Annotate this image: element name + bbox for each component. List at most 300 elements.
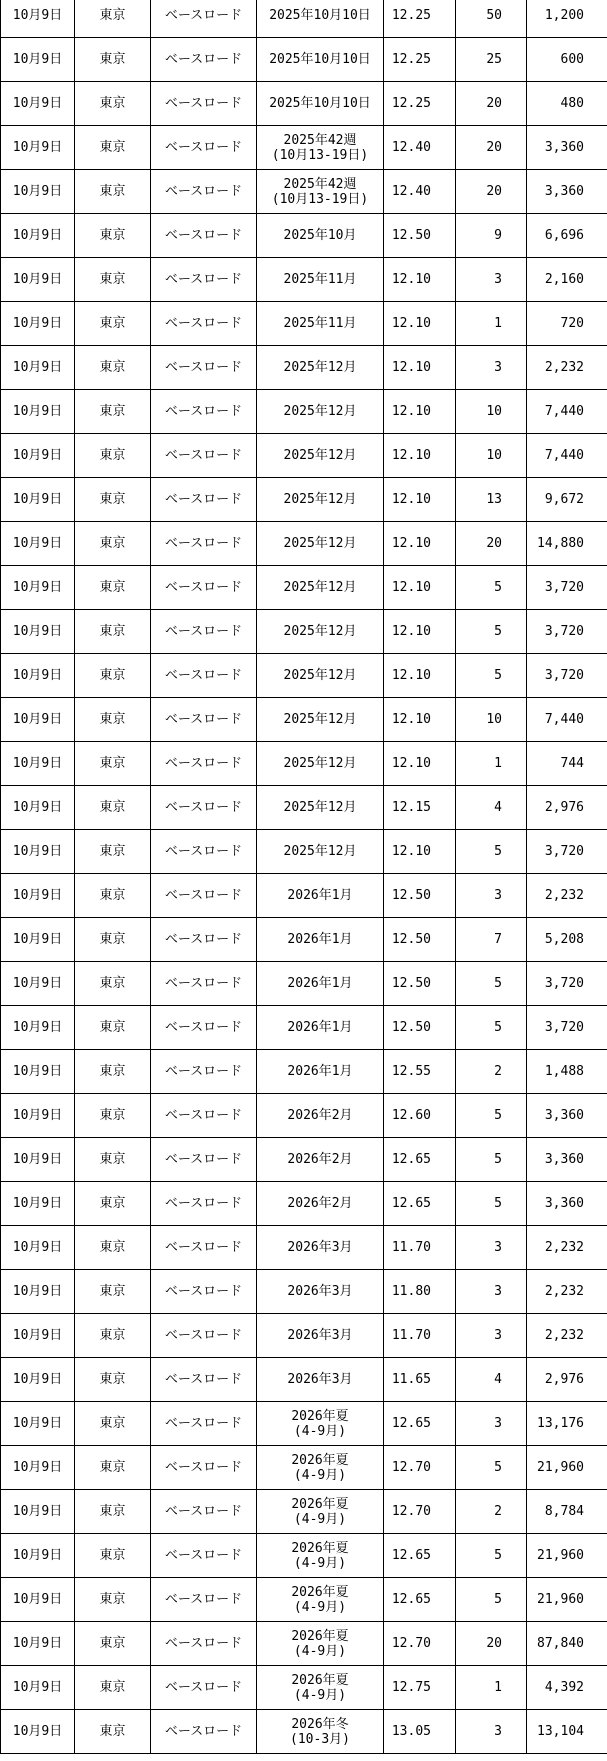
quantity-cell: 3	[456, 1270, 527, 1314]
product-type-cell: ベースロード	[151, 1578, 257, 1622]
amount-cell: 13,176	[527, 1402, 607, 1446]
product-type-cell: ベースロード	[151, 1226, 257, 1270]
quantity-cell: 5	[456, 1534, 527, 1578]
delivery-period-cell: 2026年1月	[257, 1050, 384, 1094]
delivery-period-cell: 2025年11月	[257, 302, 384, 346]
delivery-period-cell: 2025年12月	[257, 610, 384, 654]
area-cell: 東京	[75, 434, 151, 478]
amount-cell: 1,200	[527, 0, 607, 38]
amount-cell: 744	[527, 742, 607, 786]
product-type-cell: ベースロード	[151, 610, 257, 654]
table-row	[1, 1446, 607, 1490]
delivery-period-cell: 2025年12月	[257, 742, 384, 786]
area-cell: 東京	[75, 742, 151, 786]
table-row	[1, 1666, 607, 1710]
amount-cell: 1,488	[527, 1050, 607, 1094]
trade-date-cell: 10月9日	[1, 1314, 75, 1358]
amount-cell: 2,232	[527, 346, 607, 390]
quantity-cell: 5	[456, 1138, 527, 1182]
quantity-cell: 1	[456, 742, 527, 786]
product-type-cell: ベースロード	[151, 302, 257, 346]
quantity-cell: 5	[456, 1094, 527, 1138]
price-cell: 12.10	[384, 830, 456, 874]
product-type-cell: ベースロード	[151, 1490, 257, 1534]
area-cell: 東京	[75, 1314, 151, 1358]
quantity-cell: 3	[456, 874, 527, 918]
price-cell: 12.40	[384, 170, 456, 214]
area-cell: 東京	[75, 1710, 151, 1754]
quantity-cell: 5	[456, 1446, 527, 1490]
product-type-cell: ベースロード	[151, 1270, 257, 1314]
area-cell: 東京	[75, 1226, 151, 1270]
trade-date-cell: 10月9日	[1, 1534, 75, 1578]
delivery-period-cell: 2026年3月	[257, 1270, 384, 1314]
price-cell: 12.65	[384, 1534, 456, 1578]
amount-cell: 720	[527, 302, 607, 346]
area-cell: 東京	[75, 1358, 151, 1402]
trade-date-cell: 10月9日	[1, 38, 75, 82]
delivery-period-cell: 2025年10月	[257, 214, 384, 258]
amount-cell: 3,720	[527, 962, 607, 1006]
amount-cell: 3,720	[527, 566, 607, 610]
delivery-period-cell: 2026年夏 (4-9月)	[257, 1666, 384, 1710]
amount-cell: 9,672	[527, 478, 607, 522]
table-row	[1, 38, 607, 82]
price-cell: 12.40	[384, 126, 456, 170]
quantity-cell: 20	[456, 522, 527, 566]
area-cell: 東京	[75, 1666, 151, 1710]
delivery-period-cell: 2025年12月	[257, 434, 384, 478]
table-row	[1, 1314, 607, 1358]
trade-date-cell: 10月9日	[1, 1182, 75, 1226]
table-row	[1, 214, 607, 258]
product-type-cell: ベースロード	[151, 1622, 257, 1666]
product-type-cell: ベースロード	[151, 346, 257, 390]
trade-date-cell: 10月9日	[1, 1666, 75, 1710]
product-type-cell: ベースロード	[151, 654, 257, 698]
area-cell: 東京	[75, 302, 151, 346]
price-cell: 12.10	[384, 566, 456, 610]
price-cell: 12.75	[384, 1666, 456, 1710]
price-cell: 12.50	[384, 874, 456, 918]
quantity-cell: 20	[456, 170, 527, 214]
delivery-period-cell: 2026年3月	[257, 1358, 384, 1402]
price-cell: 12.70	[384, 1622, 456, 1666]
amount-cell: 8,784	[527, 1490, 607, 1534]
price-cell: 12.10	[384, 742, 456, 786]
amount-cell: 21,960	[527, 1446, 607, 1490]
table-row	[1, 830, 607, 874]
area-cell: 東京	[75, 610, 151, 654]
table-row	[1, 170, 607, 214]
product-type-cell: ベースロード	[151, 390, 257, 434]
delivery-period-cell: 2026年2月	[257, 1094, 384, 1138]
product-type-cell: ベースロード	[151, 1534, 257, 1578]
table-row	[1, 874, 607, 918]
trade-date-cell: 10月9日	[1, 390, 75, 434]
quantity-cell: 3	[456, 346, 527, 390]
price-cell: 12.25	[384, 38, 456, 82]
amount-cell: 7,440	[527, 434, 607, 478]
trade-date-cell: 10月9日	[1, 1358, 75, 1402]
table-row	[1, 434, 607, 478]
quantity-cell: 20	[456, 1622, 527, 1666]
table-row	[1, 0, 607, 38]
trade-date-cell: 10月9日	[1, 786, 75, 830]
trade-date-cell: 10月9日	[1, 1006, 75, 1050]
product-type-cell: ベースロード	[151, 1182, 257, 1226]
amount-cell: 4,392	[527, 1666, 607, 1710]
amount-cell: 2,232	[527, 874, 607, 918]
product-type-cell: ベースロード	[151, 786, 257, 830]
area-cell: 東京	[75, 786, 151, 830]
delivery-period-cell: 2025年12月	[257, 830, 384, 874]
quantity-cell: 5	[456, 1578, 527, 1622]
delivery-period-cell: 2026年2月	[257, 1182, 384, 1226]
trade-date-cell: 10月9日	[1, 170, 75, 214]
quantity-cell: 2	[456, 1050, 527, 1094]
price-cell: 13.05	[384, 1710, 456, 1754]
quantity-cell: 4	[456, 786, 527, 830]
area-cell: 東京	[75, 1578, 151, 1622]
product-type-cell: ベースロード	[151, 1358, 257, 1402]
area-cell: 東京	[75, 478, 151, 522]
price-cell: 12.10	[384, 302, 456, 346]
delivery-period-cell: 2026年夏 (4-9月)	[257, 1578, 384, 1622]
delivery-period-cell: 2025年12月	[257, 566, 384, 610]
quantity-cell: 5	[456, 654, 527, 698]
trade-date-cell: 10月9日	[1, 126, 75, 170]
price-cell: 12.65	[384, 1182, 456, 1226]
table-row	[1, 962, 607, 1006]
area-cell: 東京	[75, 0, 151, 38]
product-type-cell: ベースロード	[151, 1666, 257, 1710]
price-cell: 12.50	[384, 1006, 456, 1050]
table-row	[1, 478, 607, 522]
product-type-cell: ベースロード	[151, 38, 257, 82]
amount-cell: 3,720	[527, 1006, 607, 1050]
delivery-period-cell: 2025年12月	[257, 478, 384, 522]
trade-date-cell: 10月9日	[1, 1094, 75, 1138]
quantity-cell: 10	[456, 434, 527, 478]
trade-date-cell: 10月9日	[1, 1710, 75, 1754]
quantity-cell: 5	[456, 962, 527, 1006]
product-type-cell: ベースロード	[151, 82, 257, 126]
area-cell: 東京	[75, 82, 151, 126]
price-cell: 12.10	[384, 522, 456, 566]
table-row	[1, 742, 607, 786]
area-cell: 東京	[75, 1050, 151, 1094]
trade-date-cell: 10月9日	[1, 346, 75, 390]
price-cell: 12.50	[384, 918, 456, 962]
delivery-period-cell: 2026年2月	[257, 1138, 384, 1182]
table-row	[1, 1006, 607, 1050]
amount-cell: 6,696	[527, 214, 607, 258]
quantity-cell: 25	[456, 38, 527, 82]
price-cell: 12.10	[384, 478, 456, 522]
product-type-cell: ベースロード	[151, 1006, 257, 1050]
table-row	[1, 1622, 607, 1666]
price-cell: 12.15	[384, 786, 456, 830]
delivery-period-cell: 2025年12月	[257, 786, 384, 830]
product-type-cell: ベースロード	[151, 1710, 257, 1754]
area-cell: 東京	[75, 1182, 151, 1226]
product-type-cell: ベースロード	[151, 1138, 257, 1182]
amount-cell: 87,840	[527, 1622, 607, 1666]
table-row	[1, 610, 607, 654]
price-cell: 12.10	[384, 434, 456, 478]
quantity-cell: 3	[456, 1402, 527, 1446]
area-cell: 東京	[75, 126, 151, 170]
delivery-period-cell: 2026年夏 (4-9月)	[257, 1446, 384, 1490]
delivery-period-cell: 2025年12月	[257, 698, 384, 742]
quantity-cell: 10	[456, 390, 527, 434]
area-cell: 東京	[75, 214, 151, 258]
table-row	[1, 1534, 607, 1578]
area-cell: 東京	[75, 918, 151, 962]
trade-date-cell: 10月9日	[1, 918, 75, 962]
area-cell: 東京	[75, 1446, 151, 1490]
product-type-cell: ベースロード	[151, 918, 257, 962]
trade-date-cell: 10月9日	[1, 1226, 75, 1270]
trade-date-cell: 10月9日	[1, 478, 75, 522]
trade-date-cell: 10月9日	[1, 874, 75, 918]
table-row	[1, 918, 607, 962]
table-row	[1, 1710, 607, 1754]
area-cell: 東京	[75, 390, 151, 434]
trade-date-cell: 10月9日	[1, 1622, 75, 1666]
quantity-cell: 5	[456, 610, 527, 654]
price-cell: 12.65	[384, 1402, 456, 1446]
product-type-cell: ベースロード	[151, 1314, 257, 1358]
amount-cell: 3,720	[527, 830, 607, 874]
trade-table-body	[1, 0, 607, 1754]
table-row	[1, 698, 607, 742]
table-row	[1, 1578, 607, 1622]
trade-date-cell: 10月9日	[1, 302, 75, 346]
quantity-cell: 5	[456, 830, 527, 874]
delivery-period-cell: 2026年夏 (4-9月)	[257, 1490, 384, 1534]
area-cell: 東京	[75, 1534, 151, 1578]
delivery-period-cell: 2025年42週 (10月13-19日)	[257, 126, 384, 170]
trade-date-cell: 10月9日	[1, 0, 75, 38]
area-cell: 東京	[75, 1094, 151, 1138]
price-cell: 11.70	[384, 1314, 456, 1358]
quantity-cell: 1	[456, 302, 527, 346]
delivery-period-cell: 2026年1月	[257, 918, 384, 962]
price-cell: 12.50	[384, 214, 456, 258]
trade-date-cell: 10月9日	[1, 522, 75, 566]
trade-date-cell: 10月9日	[1, 742, 75, 786]
product-type-cell: ベースロード	[151, 522, 257, 566]
trade-date-cell: 10月9日	[1, 1402, 75, 1446]
area-cell: 東京	[75, 1138, 151, 1182]
trade-date-cell: 10月9日	[1, 1138, 75, 1182]
trade-date-cell: 10月9日	[1, 82, 75, 126]
amount-cell: 5,208	[527, 918, 607, 962]
table-row	[1, 522, 607, 566]
amount-cell: 21,960	[527, 1578, 607, 1622]
price-cell: 12.10	[384, 654, 456, 698]
quantity-cell: 3	[456, 258, 527, 302]
amount-cell: 2,976	[527, 1358, 607, 1402]
amount-cell: 480	[527, 82, 607, 126]
amount-cell: 2,976	[527, 786, 607, 830]
price-cell: 12.50	[384, 962, 456, 1006]
delivery-period-cell: 2026年夏 (4-9月)	[257, 1534, 384, 1578]
table-row	[1, 1226, 607, 1270]
product-type-cell: ベースロード	[151, 126, 257, 170]
amount-cell: 7,440	[527, 698, 607, 742]
quantity-cell: 10	[456, 698, 527, 742]
price-cell: 11.70	[384, 1226, 456, 1270]
trade-date-cell: 10月9日	[1, 698, 75, 742]
product-type-cell: ベースロード	[151, 258, 257, 302]
price-cell: 12.70	[384, 1446, 456, 1490]
trade-date-cell: 10月9日	[1, 214, 75, 258]
table-row	[1, 1138, 607, 1182]
table-row	[1, 346, 607, 390]
amount-cell: 3,360	[527, 1138, 607, 1182]
price-cell: 12.65	[384, 1578, 456, 1622]
quantity-cell: 2	[456, 1490, 527, 1534]
area-cell: 東京	[75, 1622, 151, 1666]
delivery-period-cell: 2025年10月10日	[257, 38, 384, 82]
table-row	[1, 126, 607, 170]
quantity-cell: 5	[456, 566, 527, 610]
amount-cell: 2,232	[527, 1314, 607, 1358]
product-type-cell: ベースロード	[151, 170, 257, 214]
trade-date-cell: 10月9日	[1, 1446, 75, 1490]
delivery-period-cell: 2025年10月10日	[257, 82, 384, 126]
quantity-cell: 13	[456, 478, 527, 522]
product-type-cell: ベースロード	[151, 962, 257, 1006]
amount-cell: 3,360	[527, 126, 607, 170]
table-row	[1, 82, 607, 126]
table-row	[1, 1270, 607, 1314]
table-row	[1, 786, 607, 830]
delivery-period-cell: 2026年1月	[257, 1006, 384, 1050]
trade-date-cell: 10月9日	[1, 434, 75, 478]
amount-cell: 3,360	[527, 1182, 607, 1226]
area-cell: 東京	[75, 698, 151, 742]
amount-cell: 600	[527, 38, 607, 82]
area-cell: 東京	[75, 654, 151, 698]
table-row	[1, 566, 607, 610]
area-cell: 東京	[75, 346, 151, 390]
product-type-cell: ベースロード	[151, 1446, 257, 1490]
delivery-period-cell: 2025年11月	[257, 258, 384, 302]
area-cell: 東京	[75, 170, 151, 214]
price-cell: 12.25	[384, 0, 456, 38]
delivery-period-cell: 2025年12月	[257, 390, 384, 434]
trade-date-cell: 10月9日	[1, 258, 75, 302]
amount-cell: 3,360	[527, 170, 607, 214]
trade-date-cell: 10月9日	[1, 1050, 75, 1094]
price-cell: 12.10	[384, 346, 456, 390]
delivery-period-cell: 2025年12月	[257, 654, 384, 698]
product-type-cell: ベースロード	[151, 1094, 257, 1138]
delivery-period-cell: 2025年42週 (10月13-19日)	[257, 170, 384, 214]
quantity-cell: 5	[456, 1182, 527, 1226]
quantity-cell: 9	[456, 214, 527, 258]
trade-date-cell: 10月9日	[1, 962, 75, 1006]
delivery-period-cell: 2026年冬 (10-3月)	[257, 1710, 384, 1754]
delivery-period-cell: 2026年夏 (4-9月)	[257, 1402, 384, 1446]
amount-cell: 7,440	[527, 390, 607, 434]
quantity-cell: 50	[456, 0, 527, 38]
delivery-period-cell: 2026年1月	[257, 962, 384, 1006]
amount-cell: 21,960	[527, 1534, 607, 1578]
amount-cell: 3,720	[527, 610, 607, 654]
price-cell: 12.25	[384, 82, 456, 126]
delivery-period-cell: 2025年10月10日	[257, 0, 384, 38]
area-cell: 東京	[75, 1402, 151, 1446]
delivery-period-cell: 2026年夏 (4-9月)	[257, 1622, 384, 1666]
price-cell: 12.60	[384, 1094, 456, 1138]
area-cell: 東京	[75, 962, 151, 1006]
quantity-cell: 20	[456, 126, 527, 170]
area-cell: 東京	[75, 1006, 151, 1050]
price-cell: 11.80	[384, 1270, 456, 1314]
product-type-cell: ベースロード	[151, 1050, 257, 1094]
amount-cell: 3,720	[527, 654, 607, 698]
product-type-cell: ベースロード	[151, 1402, 257, 1446]
price-cell: 12.70	[384, 1490, 456, 1534]
product-type-cell: ベースロード	[151, 874, 257, 918]
amount-cell: 14,880	[527, 522, 607, 566]
product-type-cell: ベースロード	[151, 214, 257, 258]
amount-cell: 13,104	[527, 1710, 607, 1754]
delivery-period-cell: 2025年12月	[257, 522, 384, 566]
product-type-cell: ベースロード	[151, 742, 257, 786]
product-type-cell: ベースロード	[151, 830, 257, 874]
table-row	[1, 1050, 607, 1094]
table-row	[1, 390, 607, 434]
product-type-cell: ベースロード	[151, 698, 257, 742]
price-cell: 12.55	[384, 1050, 456, 1094]
trade-date-cell: 10月9日	[1, 1578, 75, 1622]
delivery-period-cell: 2026年3月	[257, 1226, 384, 1270]
amount-cell: 2,160	[527, 258, 607, 302]
quantity-cell: 4	[456, 1358, 527, 1402]
price-cell: 12.10	[384, 258, 456, 302]
price-cell: 11.65	[384, 1358, 456, 1402]
table-row	[1, 1358, 607, 1402]
quantity-cell: 3	[456, 1226, 527, 1270]
quantity-cell: 3	[456, 1314, 527, 1358]
delivery-period-cell: 2026年3月	[257, 1314, 384, 1358]
table-row	[1, 302, 607, 346]
amount-cell: 2,232	[527, 1270, 607, 1314]
price-cell: 12.10	[384, 390, 456, 434]
area-cell: 東京	[75, 1270, 151, 1314]
table-row	[1, 1094, 607, 1138]
quantity-cell: 20	[456, 82, 527, 126]
area-cell: 東京	[75, 38, 151, 82]
area-cell: 東京	[75, 830, 151, 874]
area-cell: 東京	[75, 522, 151, 566]
table-row	[1, 654, 607, 698]
trade-date-cell: 10月9日	[1, 1270, 75, 1314]
trade-date-cell: 10月9日	[1, 830, 75, 874]
product-type-cell: ベースロード	[151, 0, 257, 38]
trade-date-cell: 10月9日	[1, 566, 75, 610]
table-row	[1, 1490, 607, 1534]
area-cell: 東京	[75, 1490, 151, 1534]
price-cell: 12.10	[384, 698, 456, 742]
area-cell: 東京	[75, 874, 151, 918]
